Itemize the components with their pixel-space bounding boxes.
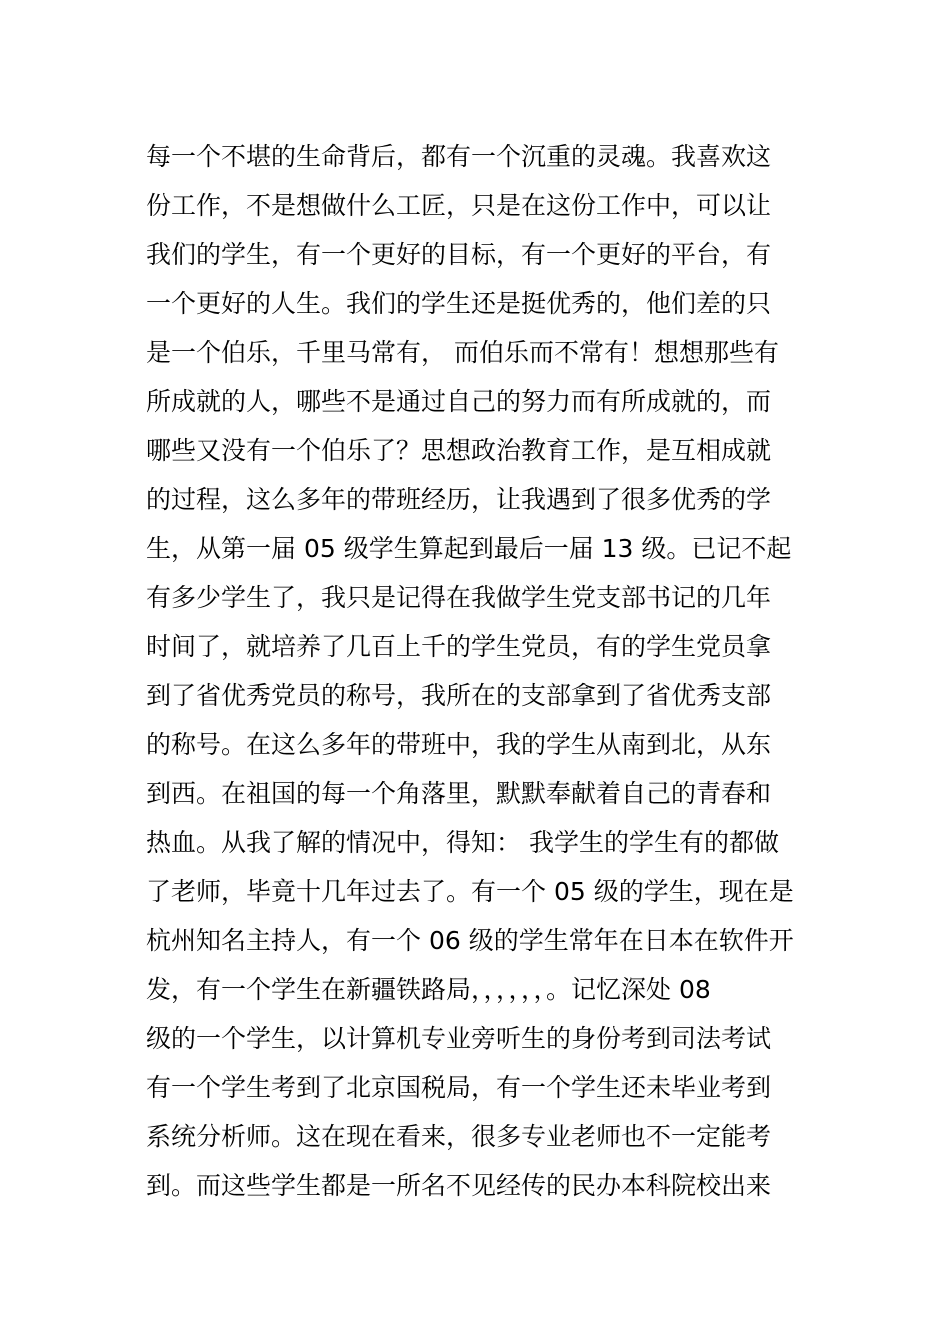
body-paragraph <box>146 132 816 1210</box>
text-line: 热血。从我了解的情况中，得知： 我学生的学生有的都做 <box>146 828 779 857</box>
text-line: 杭州知名主持人，有一个 06 级的学生常年在日本在软件开 <box>146 926 794 955</box>
text-line: 到了省优秀党员的称号，我所在的支部拿到了省优秀支部 <box>146 681 772 710</box>
text-line: 级的一个学生，以计算机专业旁听生的身份考到司法考试 <box>146 1024 772 1053</box>
text-line: 时间了，就培养了几百上千的学生党员，有的学生党员拿 <box>146 632 772 661</box>
text-line: 系统分析师。这在现在看来，很多专业老师也不一定能考 <box>146 1122 772 1151</box>
text-line: 是一个伯乐，千里马常有， 而伯乐而不常有！想想那些有 <box>146 338 779 367</box>
text-line: 所成就的人，哪些不是通过自己的努力而有所成就的，而 <box>146 387 772 416</box>
text-line: 到。而这些学生都是一所名不见经传的民办本科院校出来 <box>146 1171 772 1200</box>
text-line: 一个更好的人生。我们的学生还是挺优秀的，他们差的只 <box>146 289 772 318</box>
text-line: 了老师，毕竟十几年过去了。有一个 05 级的学生，现在是 <box>146 877 794 906</box>
text-line: 发，有一个学生在新疆铁路局，，，，，，。记忆深处 08 <box>146 975 711 1004</box>
text-line: 生，从第一届 05 级学生算起到最后一届 13 级。已记不起 <box>146 534 792 563</box>
text-line: 到西。在祖国的每一个角落里，默默奉献着自己的青春和 <box>146 779 772 808</box>
text-line: 的过程，这么多年的带班经历，让我遇到了很多优秀的学 <box>146 485 772 514</box>
text-line: 有多少学生了，我只是记得在我做学生党支部书记的几年 <box>146 583 772 612</box>
text-line: 有一个学生考到了北京国税局，有一个学生还未毕业考到 <box>146 1073 772 1102</box>
text-line: 的称号。在这么多年的带班中，我的学生从南到北，从东 <box>146 730 772 759</box>
text-line: 哪些又没有一个伯乐了？思想政治教育工作，是互相成就 <box>146 436 772 465</box>
text-line: 我们的学生，有一个更好的目标，有一个更好的平台，有 <box>146 240 772 269</box>
text-line: 份工作，不是想做什么工匠，只是在这份工作中，可以让 <box>146 191 772 220</box>
text-line: 每一个不堪的生命背后，都有一个沉重的灵魂。我喜欢这 <box>146 142 772 171</box>
